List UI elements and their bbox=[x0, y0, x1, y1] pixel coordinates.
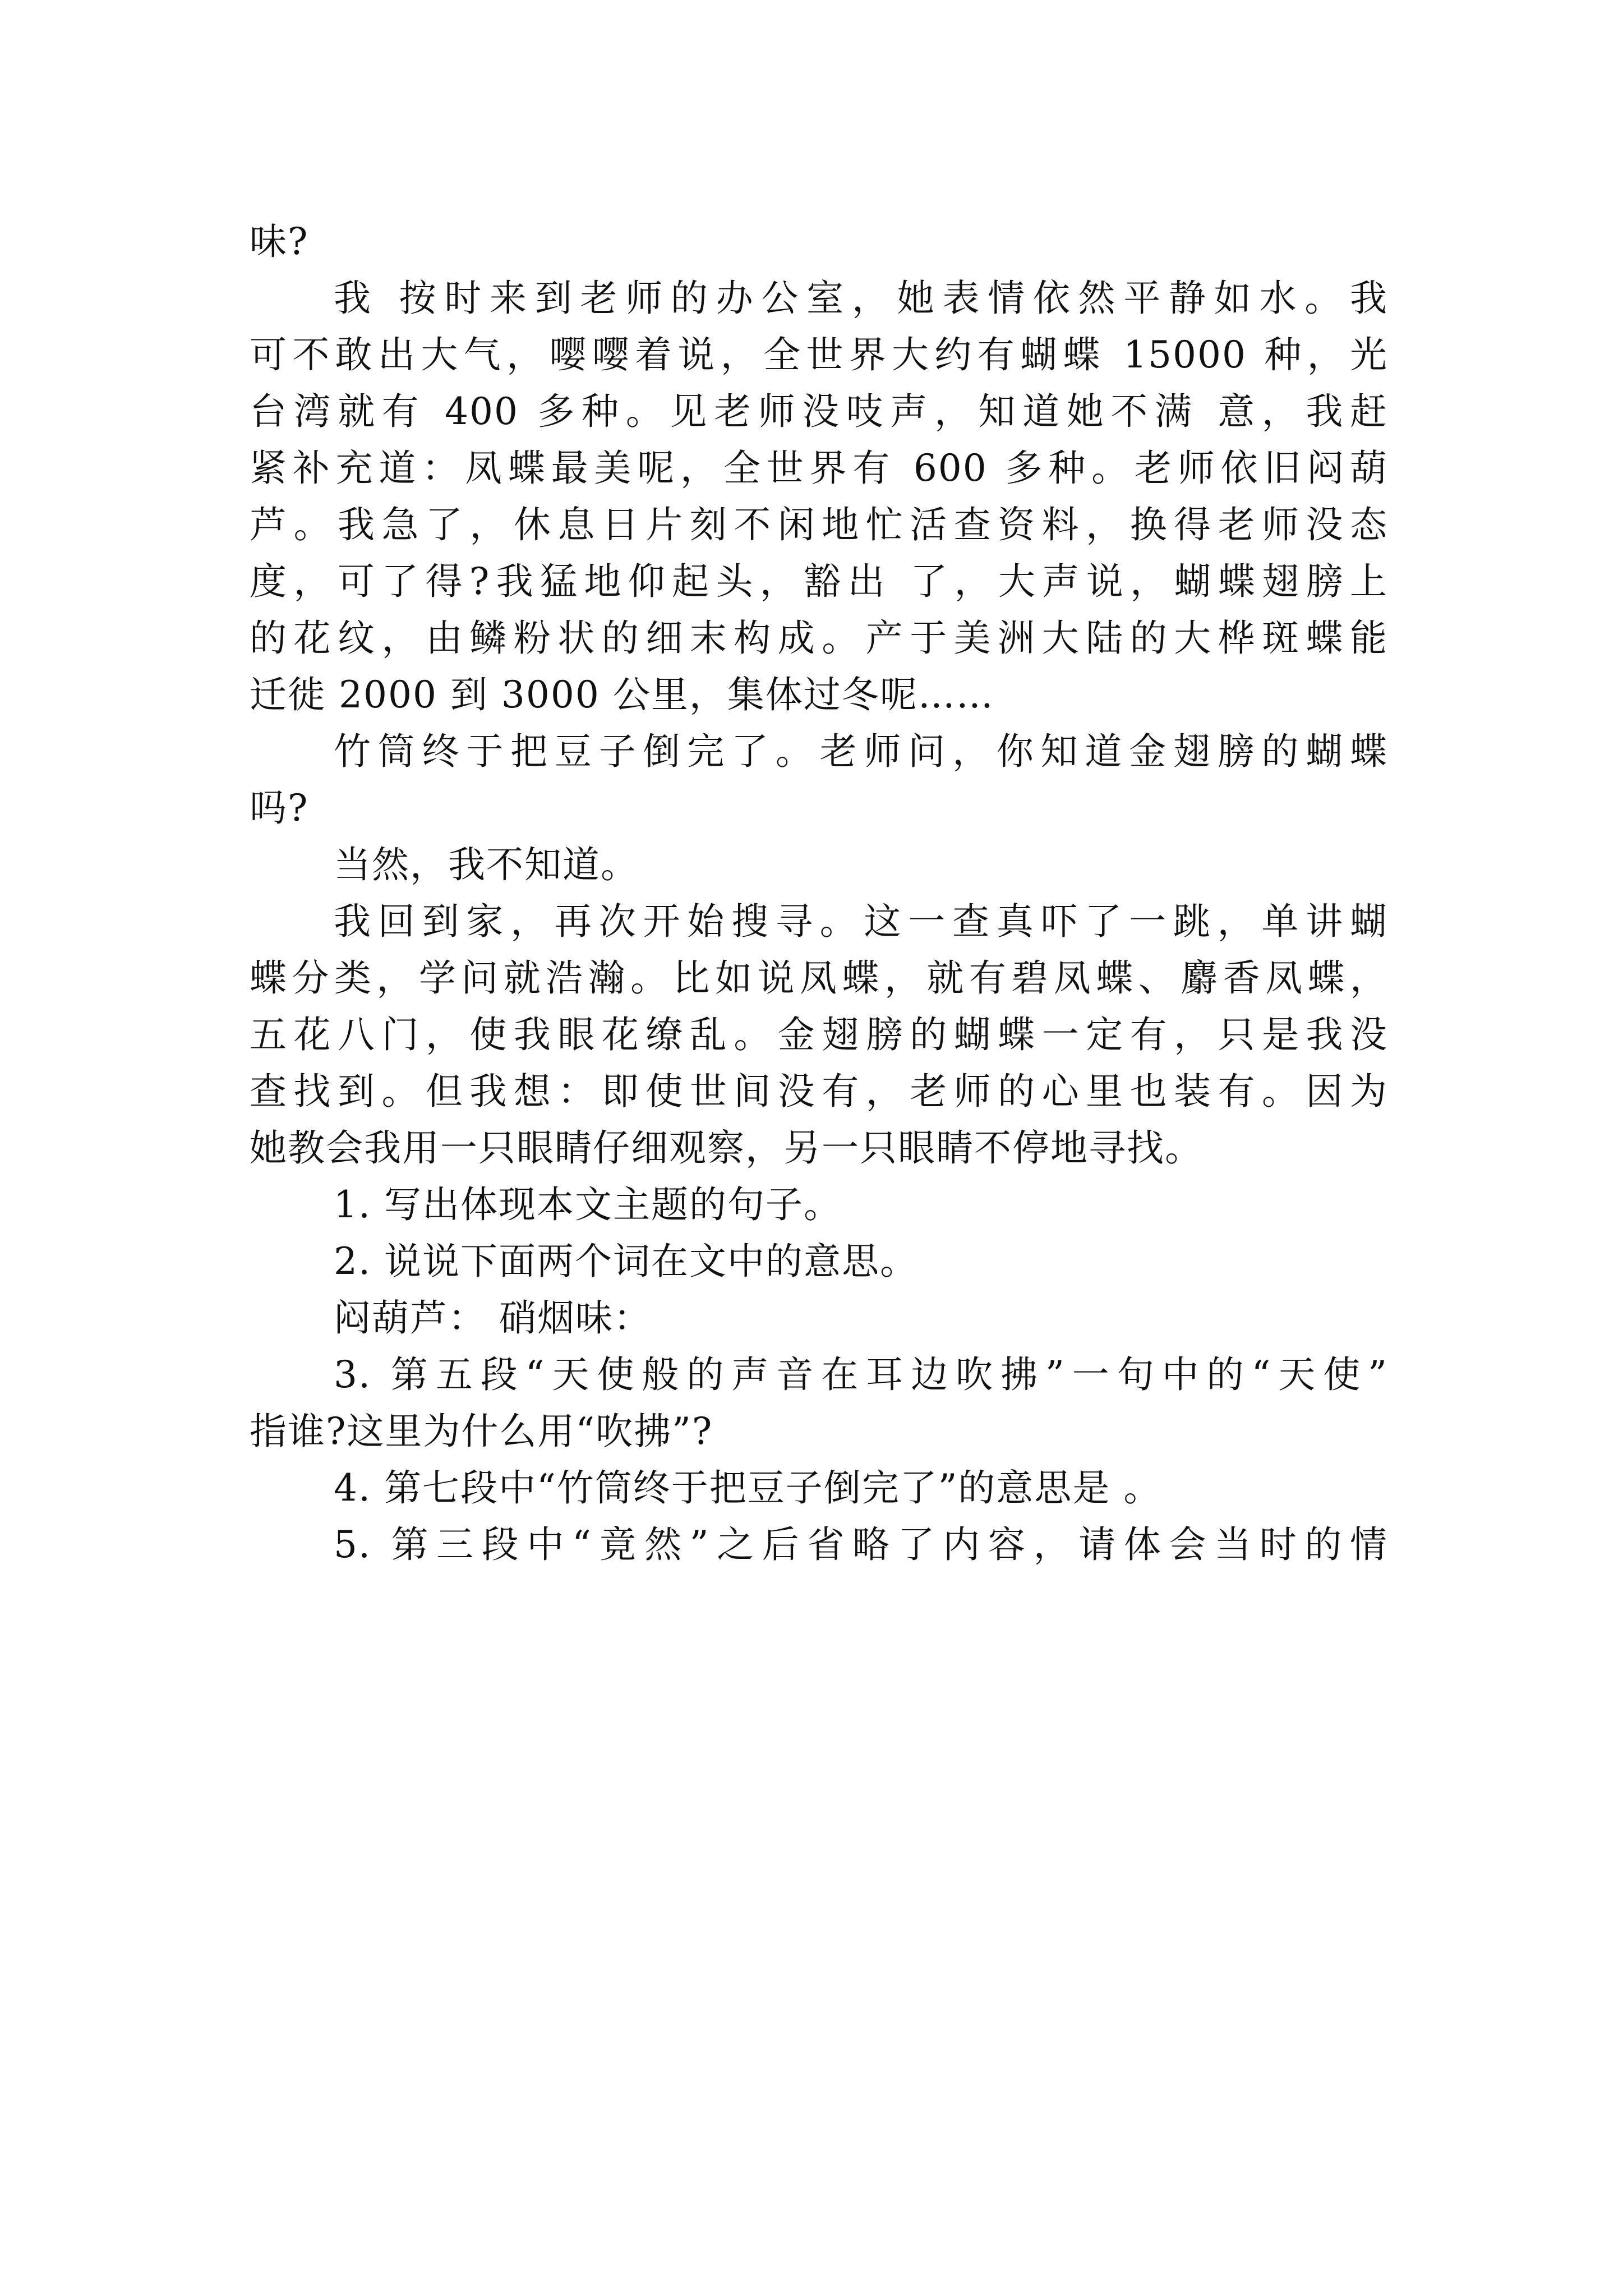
question-1: 1. 写出体现本文主题的句子。 bbox=[334, 1183, 842, 1226]
text-line: 竹筒终于把豆子倒完了。老师问，你知道金翅膀的蝴蝶 bbox=[334, 730, 1388, 773]
question-2-terms: 闷葫芦： 硝烟味： bbox=[334, 1296, 652, 1340]
text-line: 台湾就有 400 多种。见老师没吱声，知道她不满 意，我赶 bbox=[250, 390, 1388, 433]
text-line: 查找到。但我想：即使世间没有，老师的心里也装有。因为 bbox=[250, 1070, 1388, 1113]
text-line: 迁徙 2000 到 3000 公里，集体过冬呢…… bbox=[250, 673, 994, 716]
question-3: 3. 第五段“天使般的声音在耳边吹拂”一句中的“天使” bbox=[334, 1353, 1388, 1396]
text-line: 我 按时来到老师的办公室，她表情依然平静如水。我 bbox=[334, 277, 1388, 320]
text-line: 可不敢出大气，嘤嘤着说，全世界大约有蝴蝶 15000 种，光 bbox=[250, 333, 1388, 376]
text-line: 她教会我用一只眼睛仔细观察，另一只眼睛不停地寻找。 bbox=[250, 1126, 1203, 1170]
question-3-continued: 指谁?这里为什么用“吹拂”? bbox=[250, 1410, 713, 1453]
text-line: 蝶分类，学问就浩瀚。比如说凤蝶，就有碧凤蝶、麝香凤蝶， bbox=[250, 956, 1388, 1000]
text-line: 我回到家，再次开始搜寻。这一查真吓了一跳，单讲蝴 bbox=[334, 900, 1388, 943]
text-line: 紧补充道：凤蝶最美呢，全世界有 600 多种。老师依旧闷葫 bbox=[250, 447, 1388, 490]
text-line: 吗? bbox=[250, 786, 309, 830]
question-4: 4. 第七段中“竹筒终于把豆子倒完了”的意思是 。 bbox=[334, 1466, 1162, 1510]
text-line: 味? bbox=[250, 220, 309, 263]
text-line: 五花八门，使我眼花缭乱。金翅膀的蝴蝶一定有，只是我没 bbox=[250, 1013, 1388, 1056]
text-line: 芦。我急了，休息日片刻不闲地忙活查资料，换得老师没态 bbox=[250, 503, 1388, 546]
text-line: 的花纹，由鳞粉状的细末构成。产于美洲大陆的大桦斑蝶能 bbox=[250, 616, 1388, 660]
question-5: 5. 第三段中“竟然”之后省略了内容，请体会当时的情 bbox=[334, 1523, 1388, 1566]
document-body bbox=[250, 213, 1388, 1573]
question-2: 2. 说说下面两个词在文中的意思。 bbox=[334, 1240, 918, 1283]
text-line: 当然，我不知道。 bbox=[334, 843, 639, 886]
text-line: 度，可了得?我猛地仰起头，豁出 了，大声说，蝴蝶翅膀上 bbox=[250, 560, 1388, 603]
